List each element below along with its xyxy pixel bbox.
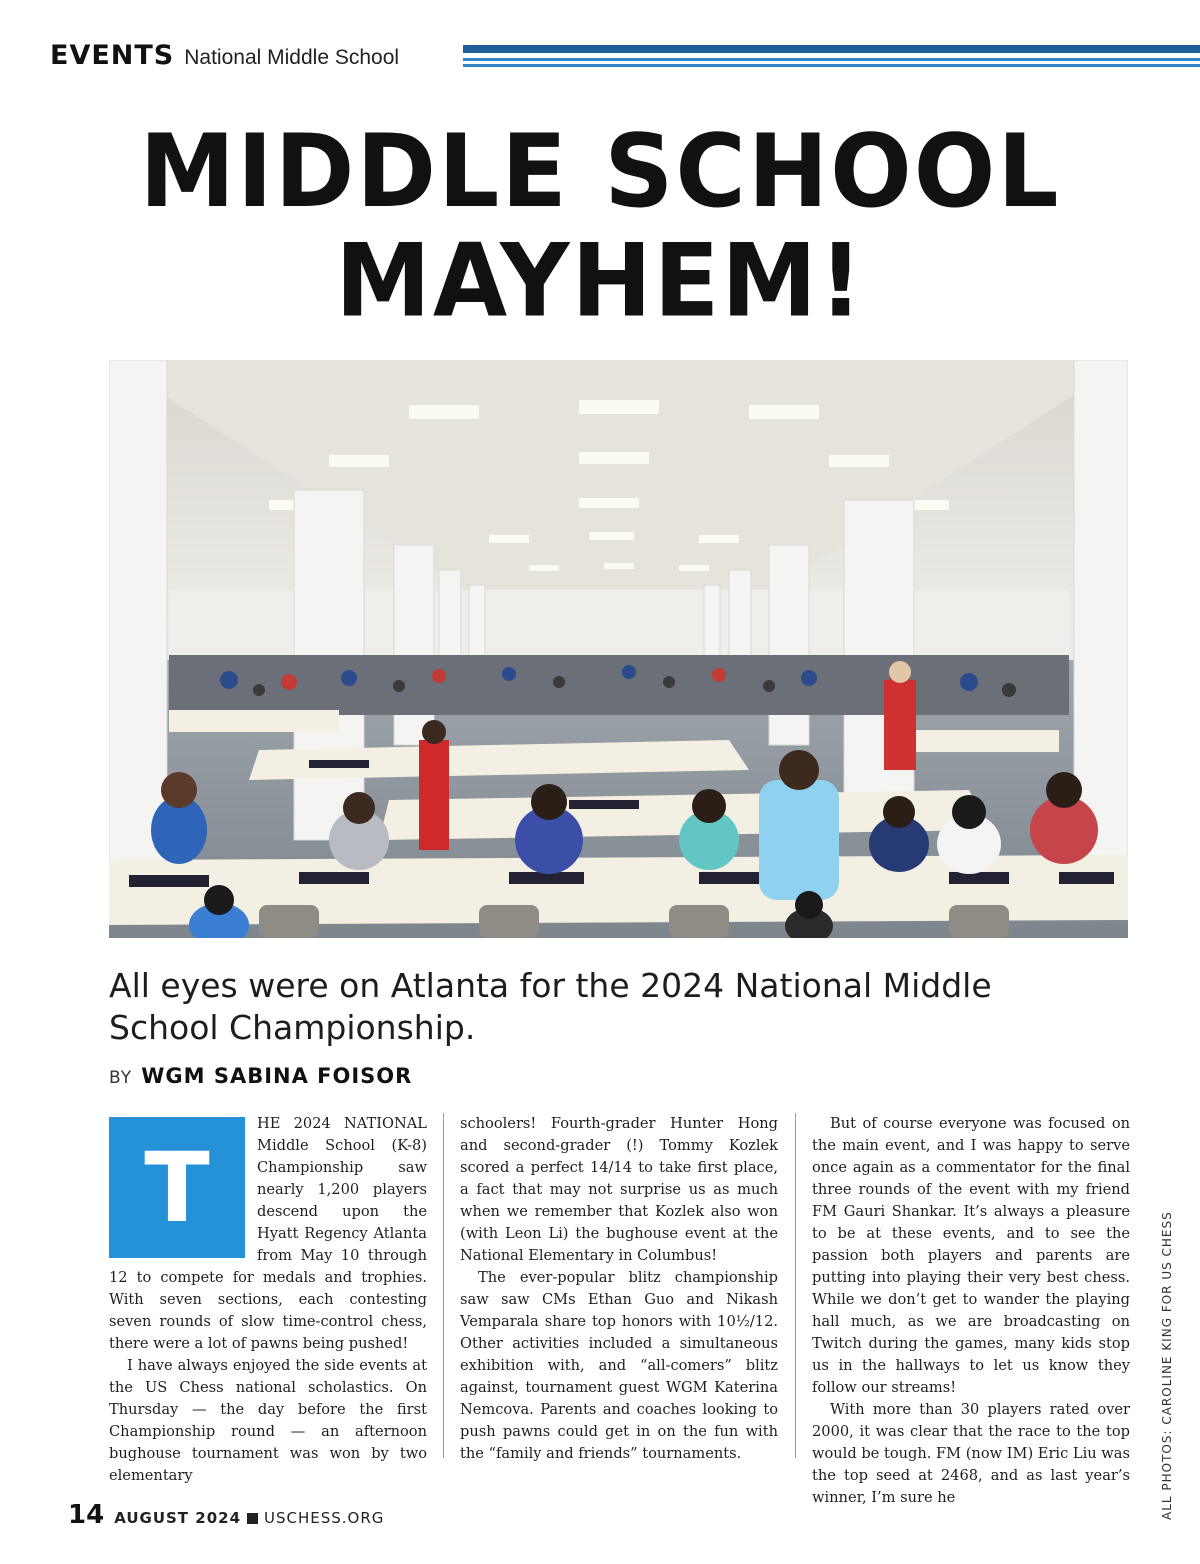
article-title <box>0 112 1200 340</box>
text-column <box>109 1113 427 1487</box>
paragraph: With more than 30 players rated over 2000, it was clear that the race to the top would be tough. FM (now IM) Eric Liu was the top seed at 2468, and as last year’s winner, I’m sure he <box>812 1401 1130 1506</box>
site-link[interactable]: USCHESS.ORG <box>264 1509 385 1527</box>
column-divider <box>795 1113 796 1458</box>
paragraph: schoolers! Fourth-grader Hunter Hong and second-grader (!) Tommy Kozlek scored a perfect 14/14 to take first place, a fact that may not surprise us as much when we remember that Kozlek also won (with Leon Li) the bughouse event at the National Elementary in Columbus! <box>460 1115 778 1264</box>
section-label: EVENTS <box>50 40 175 71</box>
page-number: 14 <box>68 1500 105 1530</box>
playing-hall-photo <box>109 360 1128 938</box>
header-rule <box>463 64 1200 67</box>
title-line: MAYHEM! <box>335 221 865 340</box>
title-line: MIDDLE SCHOOL <box>139 112 1061 231</box>
section-sublabel: National Middle School <box>184 46 400 69</box>
hero-photo <box>109 360 1128 938</box>
text-column <box>812 1113 1130 1509</box>
square-separator-icon <box>247 1513 258 1524</box>
header-rule <box>463 45 1200 53</box>
column-divider <box>443 1113 444 1458</box>
section-header <box>50 40 399 74</box>
drop-cap: T <box>109 1117 245 1258</box>
byline <box>109 1064 412 1088</box>
text-column <box>460 1113 778 1465</box>
article-body <box>109 1113 1130 1506</box>
photo-credit: ALL PHOTOS: CAROLINE KING FOR US CHESS <box>1160 1211 1174 1520</box>
paragraph: I have always enjoyed the side events at the US Chess national scholastics. On Thursday — the day before the first Championship round — an afternoon bughouse tournament was won by two elementary <box>109 1357 427 1484</box>
page-footer <box>68 1500 384 1530</box>
paragraph: But of course everyone was focused on the main event, and I was happy to serve once again as a commentator for the final three rounds of the event with my friend FM Gauri Shankar. It’s always a pleasure to be at these events, and to see the passion both players and parents are putting into playing their very best chess. While we don’t get to wander the playing hall much, as we are broadcasting on Twitch during the games, many kids stop us in the hallways to let us know they follow our streams! <box>812 1115 1130 1396</box>
byline-prefix: BY <box>109 1068 133 1088</box>
article-subtitle: All eyes were on Atlanta for the 2024 National Middle School Championship. <box>109 966 992 1047</box>
paragraph: HE 2024 NATIONAL Middle School (K-8) Championship saw nearly 1,200 players descend upon the Hyatt Regency Atlanta from May 10 through 12 to compete for medals and trophies. With seven sections, each contesting seven rounds of slow time-control chess, there were a lot of pawns being pushed! <box>109 1115 427 1352</box>
byline-author: WGM SABINA FOISOR <box>141 1064 413 1088</box>
header-rule <box>463 58 1200 61</box>
paragraph: The ever-popular blitz championship saw saw CMs Ethan Guo and Nikash Vemparala share top honors with 10½/12. Other activities included a simultaneous exhibition with, and “all-comers” blitz against, tournament guest WGM Katerina Nemcova. Parents and coaches looking to push pawns could get in on the fun with the “family and friends” tournaments. <box>460 1269 778 1462</box>
issue-date: AUGUST 2024 <box>114 1509 242 1527</box>
